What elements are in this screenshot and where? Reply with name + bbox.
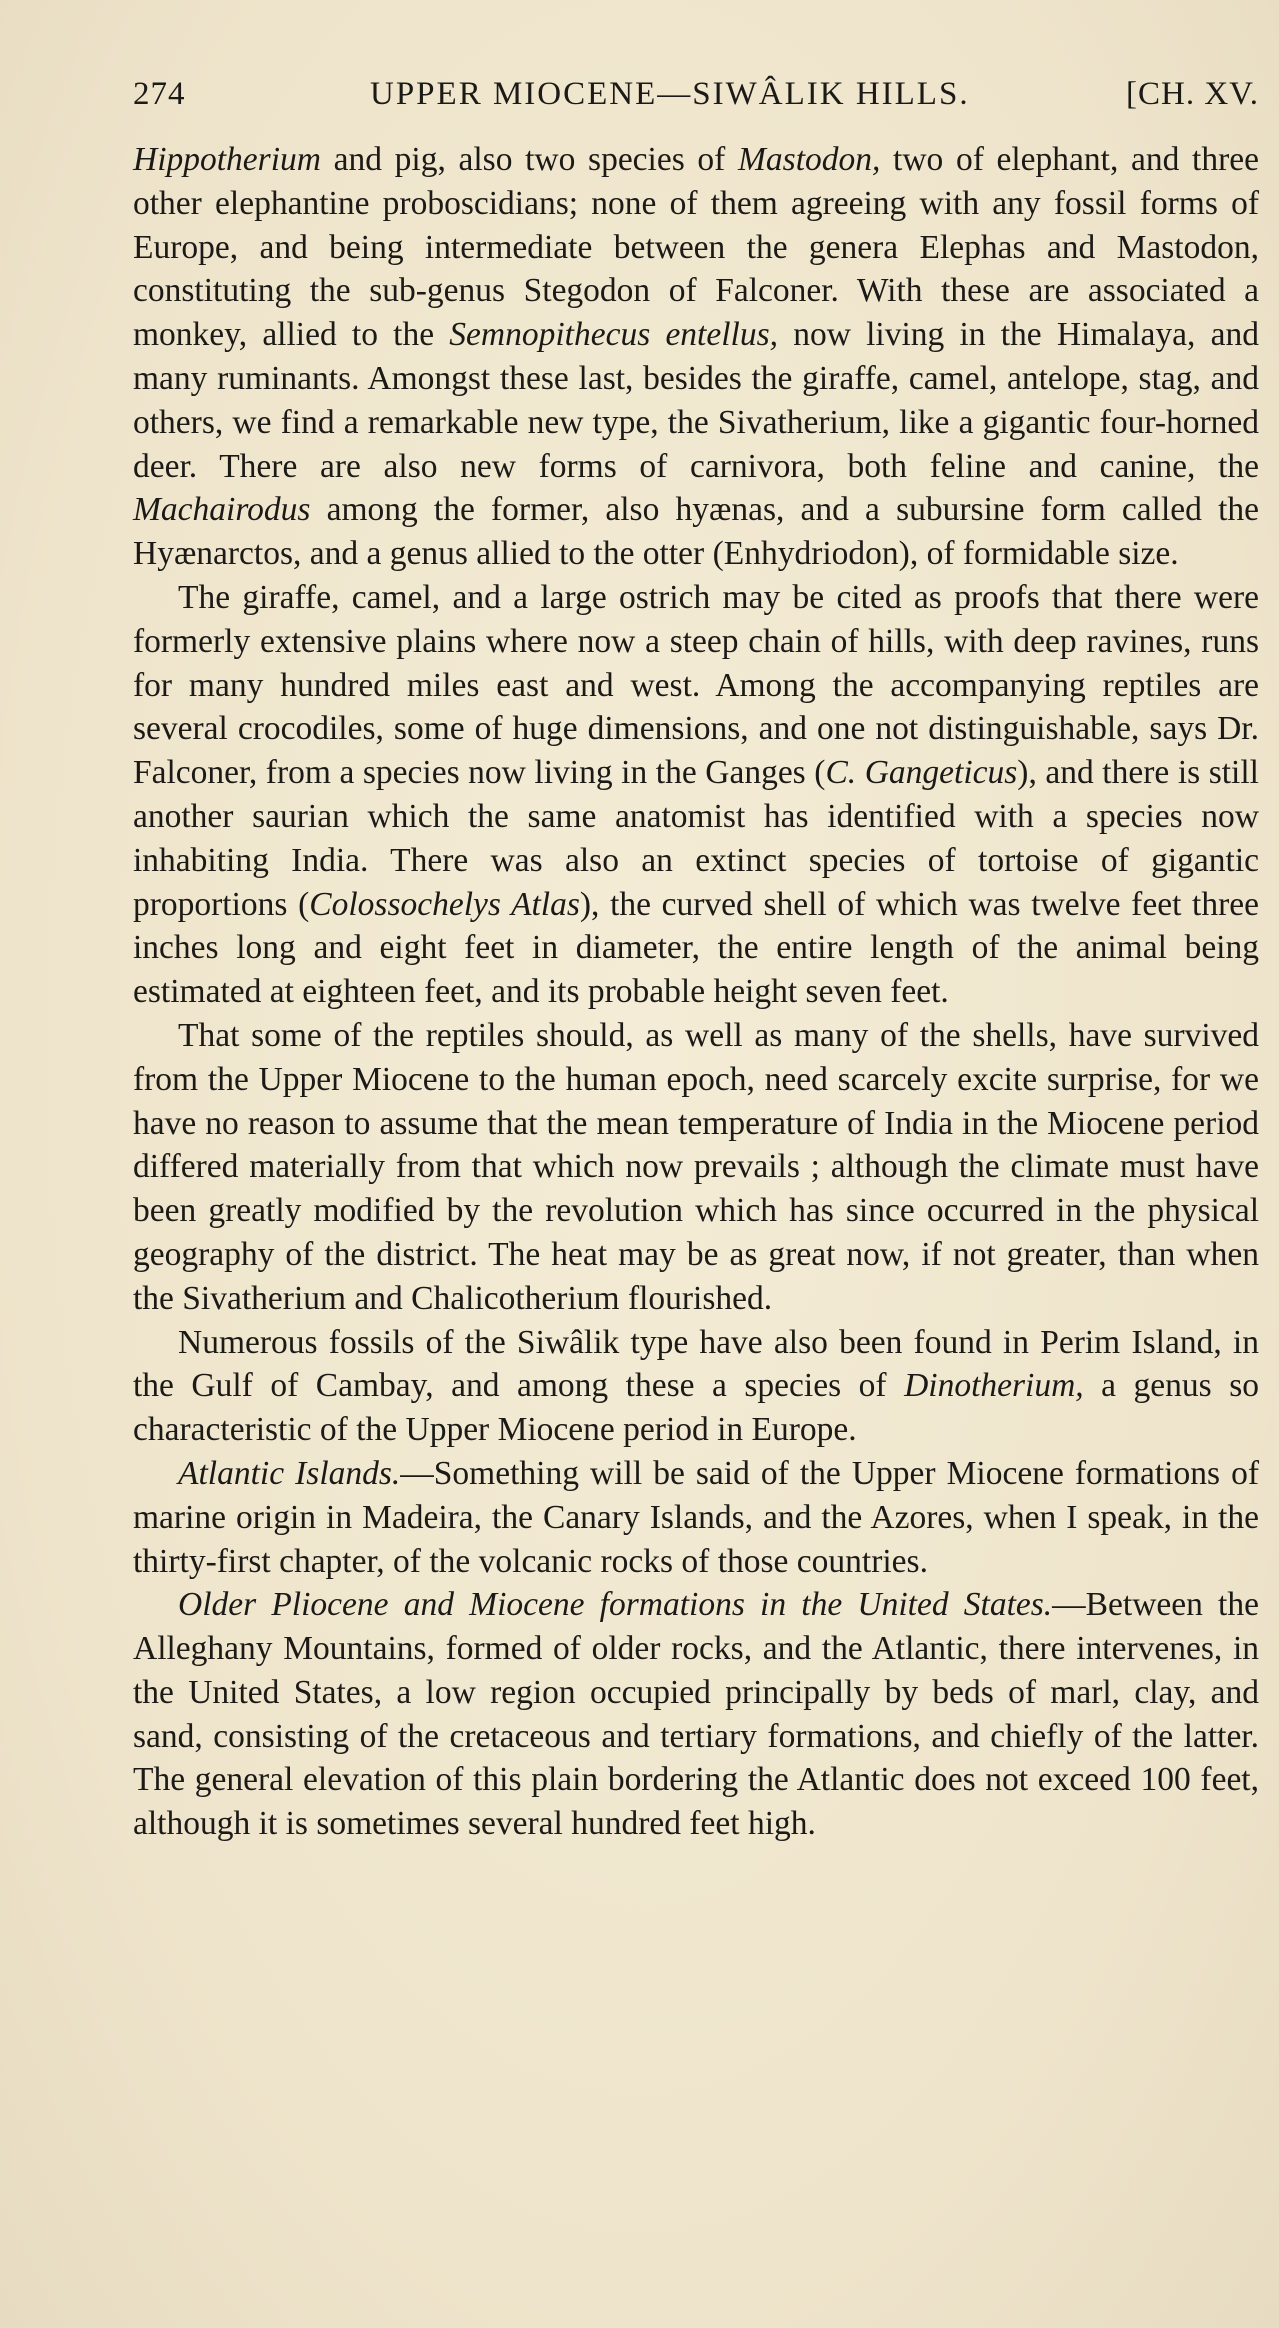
genus-name: Dinotherium, xyxy=(904,1367,1084,1405)
text-run: The giraffe, camel, and a large ostrich may be cited as proofs that there were formerly extensive plains where now a steep chain of hills, with deep ravines, runs for many hundred miles east and west. Among the accompanying reptiles are several crocodiles, some of huge dimensions, and one not distinguishable, says Dr. Falconer, from a species now living in the Ganges ( xyxy=(133,578,1259,792)
text-run: ), the curved shell of which was twelve feet three inches long and eight feet in diameter, the entire length of the animal being estimated at eighteen feet, and its probable height seven feet. xyxy=(133,885,1259,1011)
text-run: two of elephant, and three other elephantine proboscidians; none of them agreeing with any fossil forms of Europe, and being intermediate between the genera Elephas and Mastodon, constituting the sub-genus Stegodon of Falconer. With these are associated a monkey, allied to the xyxy=(133,141,1259,354)
genus-name: Mastodon, xyxy=(738,141,881,178)
text-run: and pig, also two species of xyxy=(320,141,738,178)
chapter-reference: [CH. XV. xyxy=(1126,76,1259,112)
paragraph-united-states xyxy=(133,1583,1259,1846)
page-number: 274 xyxy=(133,76,186,112)
text-run: a genus so characteristic of the Upper Miocene period in Europe. xyxy=(133,1367,1259,1449)
text-run: —Between the Alleghany Mountains, formed of older rocks, and the Atlantic, there intervenes, in the United States, a low region occupied principally by beds of marl, clay, and sand, consisting of the cretaceous and tertiary formations, and chiefly of the latter. The general elevation of this plain bordering the Atlantic does not exceed 100 feet, although it is sometimes several hundred feet high. xyxy=(133,1586,1259,1843)
paragraph-perim-island xyxy=(133,1321,1259,1452)
section-heading: Older Pliocene and Miocene formations in the United States. xyxy=(178,1586,1053,1624)
paragraph-atlantic-islands xyxy=(133,1452,1259,1583)
species-name: Semnopithecus entellus, xyxy=(449,316,779,354)
text-run: That some of the reptiles should, as well as many of the shells, have survived from the Upper Miocene to the human epoch, need scarcely excite surprise, for we have no reason to assume that the mean temperature of India in the Miocene period differed materially from that which now prevails ; although the climate must have been greatly modified by the revolution which has since occurred in the physical geography of the district. The heat may be as great now, if not greater, than when the Sivatherium and Chalicotherium flourished. xyxy=(133,1016,1259,1317)
genus-name: Hippotherium xyxy=(133,141,321,178)
text-run: Numerous fossils of the Siwâlik type have also been found in Perim Island, in the Gulf of Cambay, and among these a species of xyxy=(133,1323,1259,1405)
section-heading: Atlantic Islands. xyxy=(178,1454,401,1492)
running-title: UPPER MIOCENE—SIWÂLIK HILLS. xyxy=(370,76,970,112)
paragraph-plains-reptiles xyxy=(133,576,1259,1014)
text-run: ), and there is still another saurian which the same anatomist has identified with a species now inhabiting India. There was also an extinct species of tortoise of gigantic proportions ( xyxy=(133,754,1259,923)
species-name: C. Gangeticus xyxy=(825,754,1018,792)
genus-name: Machairodus xyxy=(133,491,311,529)
paragraph-fauna-list xyxy=(133,138,1259,576)
running-head xyxy=(133,70,1259,118)
paragraph-climate xyxy=(133,1014,1259,1321)
body-text xyxy=(133,138,1259,1846)
text-run: now living in the Himalaya, and many ruminants. Amongst these last, besides the giraffe, camel, antelope, stag, and others, we find a remarkable new type, the Sivatherium, like a gigantic four-horned deer. There are also new forms of carnivora, both feline and canine, the xyxy=(133,316,1259,485)
text-run: among the former, also hyænas, and a subursine form called the Hyænarctos, and a genus allied to the otter (Enhydriodon), of formidable size. xyxy=(133,491,1259,573)
species-name: Colossochelys Atlas xyxy=(309,885,580,923)
text-run: —Something will be said of the Upper Miocene formations of marine origin in Madeira, the Canary Islands, and the Azores, when I speak, in the thirty-first chapter, of the volcanic rocks of those countries. xyxy=(133,1454,1259,1580)
